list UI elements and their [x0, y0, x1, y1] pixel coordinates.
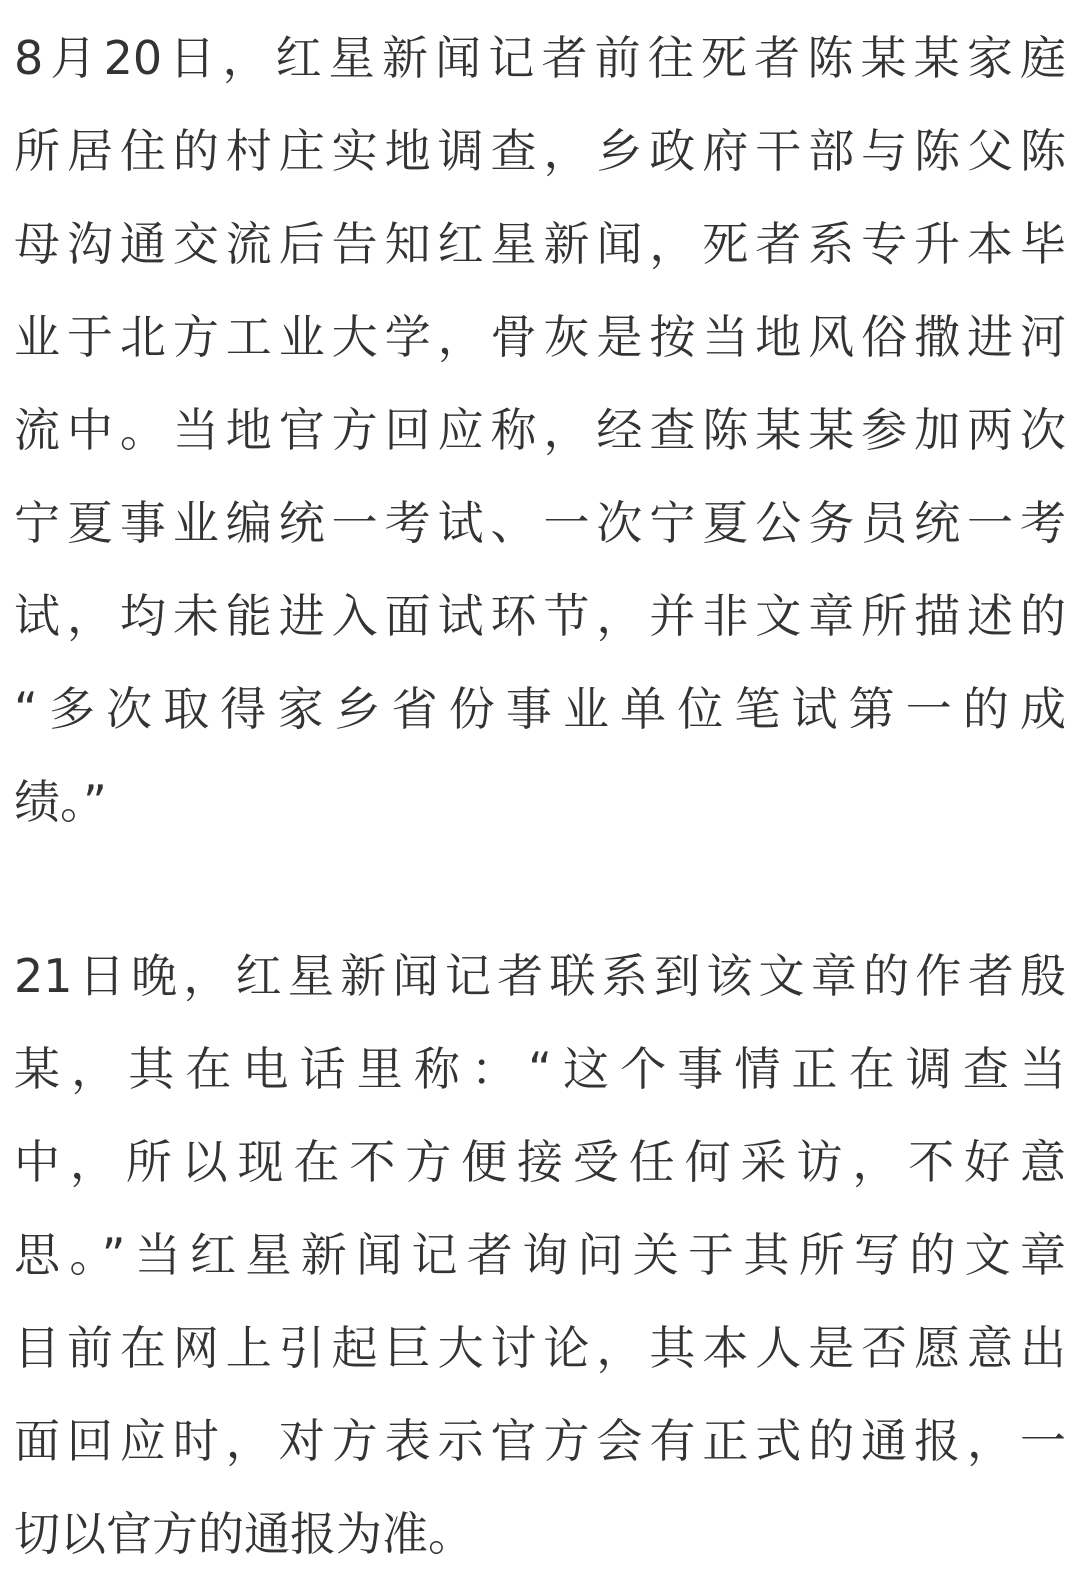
text-line: 流中。当地官方回应称，经查陈某某参加两次 — [14, 403, 1066, 457]
text-line: 母沟通交流后告知红星新闻，死者系专升本毕 — [14, 217, 1066, 271]
article-body — [14, 12, 1066, 1581]
text-line: 目前在网上引起巨大讨论，其本人是否愿意出 — [14, 1321, 1066, 1375]
text-line: 业于北方工业大学，骨灰是按当地风俗撒进河 — [14, 310, 1066, 364]
text-line: 绩。” — [14, 775, 107, 829]
text-line: 切以官方的通报为准。 — [14, 1507, 474, 1561]
paragraph — [14, 12, 1066, 849]
text-line: 21日晚，红星新闻记者联系到该文章的作者殷 — [14, 949, 1066, 1003]
text-line: 8月20日，红星新闻记者前往死者陈某某家庭 — [14, 31, 1066, 85]
text-line: 宁夏事业编统一考试、一次宁夏公务员统一考 — [14, 496, 1066, 550]
text-line: 试，均未能进入面试环节，并非文章所描述的 — [14, 589, 1066, 643]
text-line: 某，其在电话里称：“这个事情正在调查当 — [14, 1042, 1066, 1096]
text-line: 所居住的村庄实地调查，乡政府干部与陈父陈 — [14, 124, 1066, 178]
paragraph — [14, 930, 1066, 1581]
paragraph-spacer — [14, 849, 1066, 930]
text-line: 中，所以现在不方便接受任何采访，不好意 — [14, 1135, 1066, 1189]
text-line: 面回应时，对方表示官方会有正式的通报，一 — [14, 1414, 1066, 1468]
text-line: “多次取得家乡省份事业单位笔试第一的成 — [14, 682, 1066, 736]
text-line: 思。”当红星新闻记者询问关于其所写的文章 — [14, 1228, 1066, 1282]
